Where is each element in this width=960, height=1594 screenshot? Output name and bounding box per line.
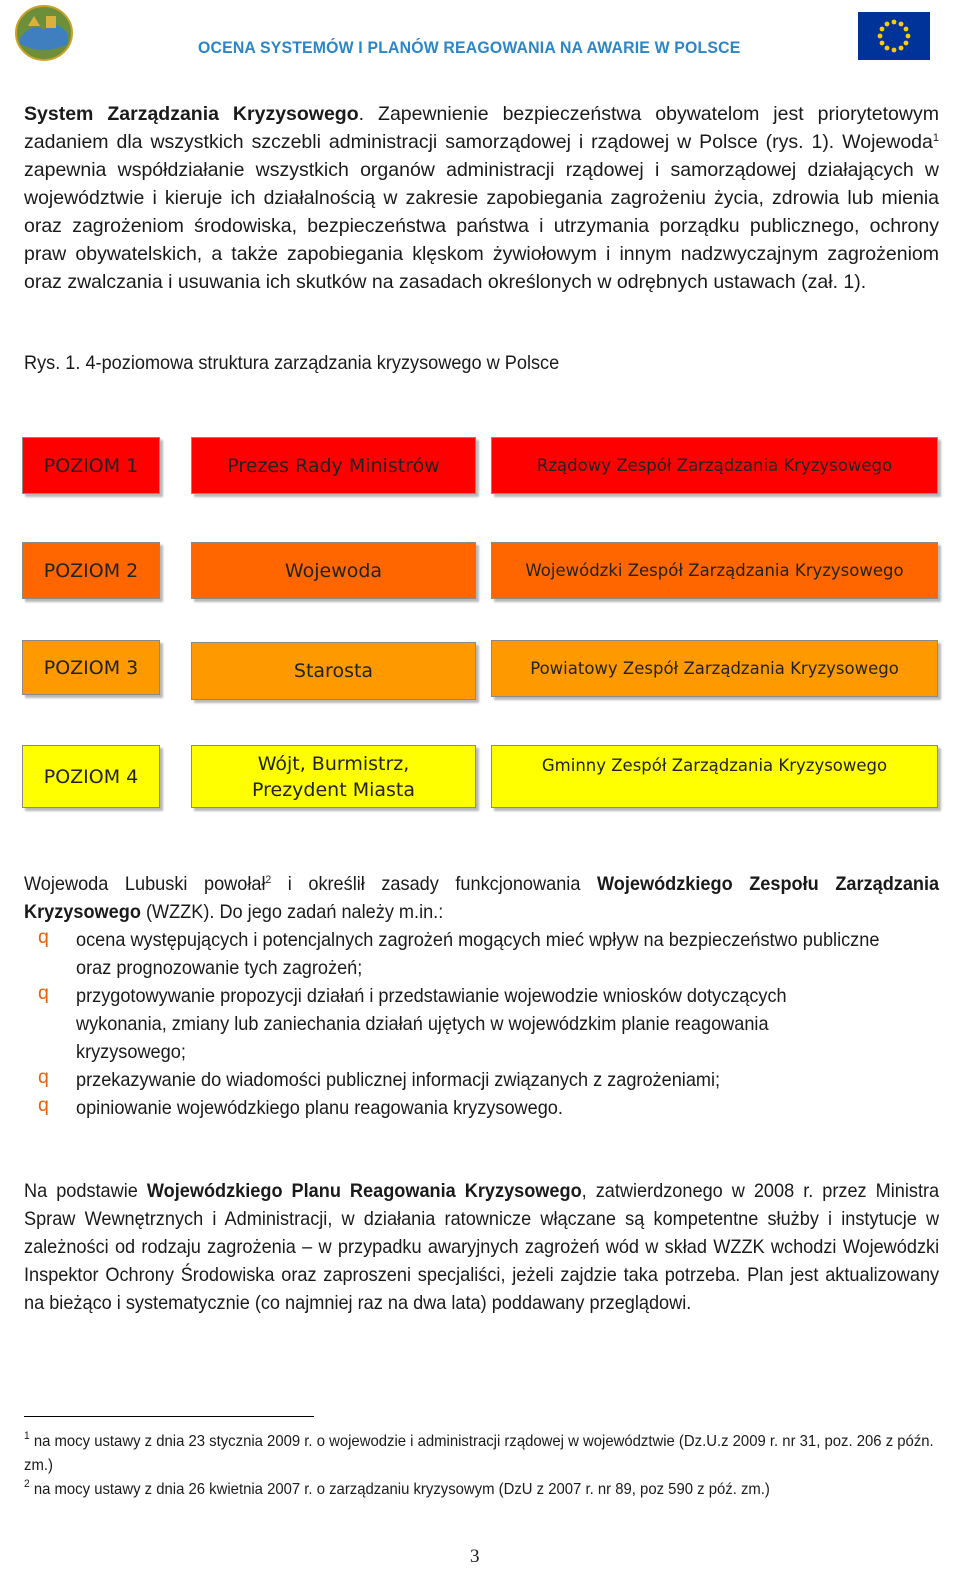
- footnote-1-text: na mocy ustawy z dnia 23 stycznia 2009 r. o wojewodzie i administracji rządowej w województwie (Dz.U.z 2009 r. nr 31, poz. 206 z późn. zm.): [24, 1433, 934, 1474]
- wzzk-text-c: (WZZK). Do jego zadań należy m.in.:: [140, 901, 444, 923]
- level-1-team: Rządowy Zespół Zarządzania Kryzysowego: [491, 437, 938, 494]
- level-4-box: POZIOM 4: [22, 745, 160, 808]
- list-item: [76, 982, 936, 1066]
- intro-text-b: zapewnia współdziałanie wszystkich organów administracji rządowej i samorządowej działających w województwie i kieruje ich działalnością w zakresie zapobiegania zagrożeniu życia, zdrowia lub mienia oraz zagrożeniom środowiska, bezpieczeństwa państwa i utrzymania porządku publicznego, ochrony praw obywatelskich, a także zapobiegania klęskom żywiołowym i innym nadzwyczajnym zagrożeniom oraz zwalczania i usuwania ich skutków na zasadach określonych w odrębnych ustawach (zał. 1).: [24, 159, 939, 293]
- intro-paragraph: [24, 100, 939, 296]
- wzzk-text-a: Wojewoda Lubuski powołał: [24, 873, 266, 895]
- list-item: [76, 1066, 936, 1094]
- footnote-1-mark: 1: [24, 1430, 30, 1442]
- wzzk-bold: Wojewódzkiego Zespołu Zarządzania Kryzysowego: [24, 873, 940, 923]
- page-number: 3: [470, 1546, 480, 1567]
- header-title: OCENA SYSTEMÓW I PLANÓW REAGOWANIA NA AWARIE W POLSCE: [198, 38, 741, 57]
- level-2-team: Wojewódzki Zespół Zarządzania Kryzysowego: [491, 542, 938, 599]
- bullet-marker: q: [38, 926, 49, 948]
- figure-caption: Rys. 1. 4-poziomowa struktura zarządzania kryzysowego w Polsce: [24, 352, 560, 374]
- footnote-2-mark: 2: [24, 1478, 30, 1490]
- level-3-team: Powiatowy Zespół Zarządzania Kryzysowego: [491, 640, 938, 697]
- footnote-2-text: na mocy ustawy z dnia 26 kwietnia 2007 r. o zarządzaniu kryzysowym (DzU z 2007 r. nr 89, poz 590 z póź. zm.): [29, 1481, 770, 1498]
- bullet-1-text: ocena występujących i potencjalnych zagrożeń mogących mieć wpływ na bezpieczeństwo publiczne oraz prognozowanie tych zagrożeń;: [76, 929, 880, 979]
- level-2-who: Wojewoda: [191, 542, 476, 599]
- level-2-box: POZIOM 2: [22, 542, 160, 599]
- list-item: [76, 926, 936, 982]
- regional-logo-icon: [14, 4, 74, 62]
- bullet-4-text: opiniowanie wojewódzkiego planu reagowania kryzysowego.: [76, 1097, 563, 1119]
- level-4-who: Wójt, Burmistrz, Prezydent Miasta: [191, 745, 476, 808]
- footnote-divider: [24, 1416, 314, 1417]
- bullet-marker: q: [38, 1066, 49, 1088]
- list-item: [76, 1094, 936, 1122]
- wzzk-paragraph: [24, 870, 939, 926]
- footnote-1: [24, 1430, 939, 1478]
- bullet-marker: q: [38, 1094, 49, 1116]
- plan-paragraph: [24, 1177, 939, 1317]
- intro-bold-lead: System Zarządzania Kryzysowego: [24, 103, 359, 125]
- footnote-ref-1: 1: [932, 132, 939, 144]
- level-1-who: Prezes Rady Ministrów: [191, 437, 476, 494]
- bullet-marker: q: [38, 982, 49, 1004]
- bullet-3-text: przekazywanie do wiadomości publicznej informacji związanych z zagrożeniami;: [76, 1069, 721, 1091]
- level-3-who: Starosta: [191, 642, 476, 700]
- footnote-ref-2: 2: [265, 874, 272, 886]
- intro-text-a: . Zapewnienie bezpieczeństwa obywatelom jest priorytetowym zadaniem dla wszystkich szczebli administracji samorządowej i rządowej w Polsce (rys. 1). Wojewoda: [24, 103, 939, 153]
- level-4-team: Gminny Zespół Zarządzania Kryzysowego: [491, 745, 938, 808]
- plan-text-b: , zatwierdzonego w 2008 r. przez Ministra Spraw Wewnętrznych i Administracji, w działania ratownicze włączane są kompetentne służby i instytucje w zależności od rodzaju zagrożenia – w przypadku awaryjnych zagrożeń wód w skład WZZK wchodzi Wojewódzki Inspektor Ochrony Środowiska oraz zaproszeni specjaliści, jeżeli zajdzie taka potrzeba. Plan jest aktualizowany na bieżąco i systematycznie (co najmniej raz na dwa lata) poddawany przeglądowi.: [24, 1180, 940, 1314]
- level-3-box: POZIOM 3: [22, 640, 160, 695]
- eu-flag-icon: [858, 12, 930, 60]
- bullet-2-text: przygotowywanie propozycji działań i przedstawianie wojewodzie wniosków dotyczących wykonania, zmiany lub zaniechania działań ujętych w wojewódzkim planie reagowania kryzysowego;: [76, 985, 787, 1063]
- footnote-2: [24, 1478, 939, 1502]
- wzzk-text-b: i określił zasady funkcjonowania: [271, 873, 597, 895]
- plan-text-a: Na podstawie: [24, 1180, 147, 1202]
- level-1-box: POZIOM 1: [22, 437, 160, 494]
- plan-bold: Wojewódzkiego Planu Reagowania Kryzysowego: [146, 1180, 582, 1202]
